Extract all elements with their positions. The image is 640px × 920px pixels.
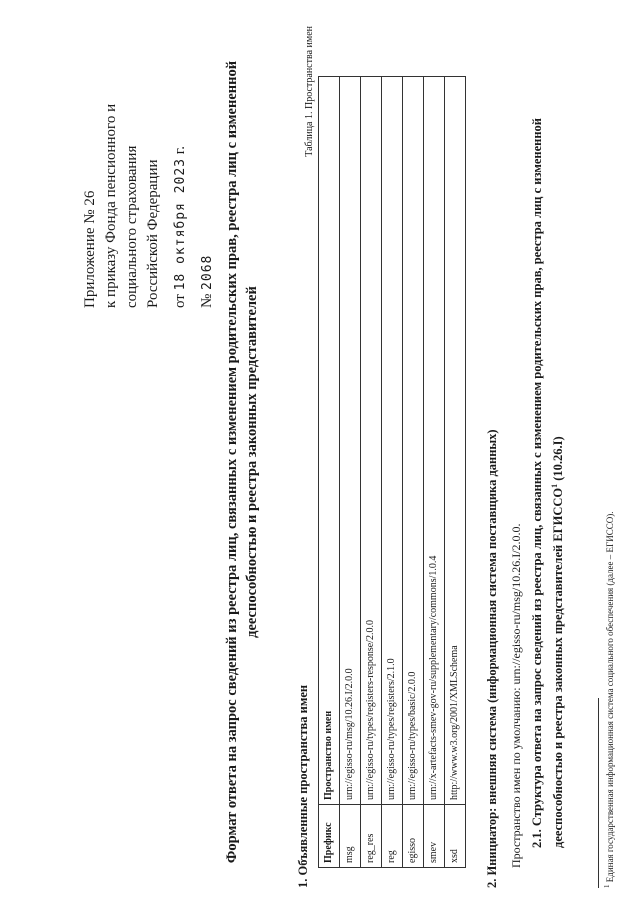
- namespace-cell: urn://egisso-ru/types/registers-response/2.0.0: [361, 77, 382, 805]
- prefix-cell: smev: [424, 805, 445, 868]
- table-row: [424, 77, 445, 868]
- section-2-1-text: 2.1. Структура ответа на запрос сведений из реестра лиц, связанных с изменением родительских прав, реестра лиц с измененной дееспособностью и реестра законных представителей ЕГИССО: [530, 118, 566, 848]
- date-value: 18 октября 2023: [173, 157, 188, 291]
- namespace-cell: urn://x-artefacts-smev-gov-ru/supplementary/commons/1.0.4: [424, 77, 445, 805]
- approval-date: [170, 8, 191, 308]
- table-row: [382, 77, 403, 868]
- prefix-cell: xsd: [445, 805, 466, 868]
- footnote-mark: 1: [603, 884, 611, 888]
- table-row: [361, 77, 382, 868]
- namespaces-table: [318, 76, 466, 868]
- approval-number: [197, 8, 218, 308]
- table-row: [403, 77, 424, 868]
- document-title: Формат ответа на запрос сведений из реестра лиц, связанных с изменением родительских прав, реестра лиц с измененной дееспособностью и реестра законных представителей: [224, 60, 260, 864]
- footnote-divider: [598, 698, 599, 888]
- number-value: 2068: [200, 254, 215, 290]
- approval-line-1: Приложение № 26: [82, 190, 98, 308]
- footnote: [603, 512, 615, 889]
- approval-line-3: социального страхования: [124, 145, 140, 308]
- number-prefix: №: [199, 293, 215, 308]
- table-header-row: [319, 77, 340, 868]
- namespace-cell: urn://egisso-ru/types/registers/2.1.0: [382, 77, 403, 805]
- prefix-cell: reg_res: [361, 805, 382, 868]
- prefix-cell: msg: [340, 805, 361, 868]
- table-row: [445, 77, 466, 868]
- footnote-ref: 1: [550, 483, 559, 488]
- column-header-namespace: Пространство имен: [319, 77, 340, 805]
- approval-line-4: Российской Федерации: [145, 159, 161, 308]
- table-caption: Таблица 1. Пространства имен: [304, 26, 315, 157]
- section-2-1-tail: (10.26.I): [551, 436, 566, 484]
- prefix-cell: reg: [382, 805, 403, 868]
- section-1-heading: 1. Объявленные пространства имен: [296, 684, 310, 888]
- date-prefix: от: [172, 294, 188, 308]
- table-row: [340, 77, 361, 868]
- prefix-cell: egisso: [403, 805, 424, 868]
- default-namespace-text: Пространство имен по умолчанию: urn://egisso-ru/msg/10.26.I/2.0.0.: [509, 523, 523, 868]
- namespace-cell: http://www.w3.org/2001/XMLSchema: [445, 77, 466, 805]
- namespace-cell: urn://egisso-ru/msg/10.26.I/2.0.0: [340, 77, 361, 805]
- section-2-1-heading: [528, 108, 567, 848]
- column-header-prefix: Префикс: [319, 805, 340, 868]
- namespace-cell: urn://egisso-ru/types/basic/2.0.0: [403, 77, 424, 805]
- approval-line-2: к приказу Фонда пенсионного и: [103, 103, 119, 308]
- approval-block: [80, 8, 218, 308]
- date-suffix: г.: [172, 146, 188, 155]
- section-2-heading: 2. Инициатор: внешняя система (информационная система поставщика данных): [485, 429, 499, 888]
- footnote-text: Единая государственная информационная система социального обеспечения (далее – ЕГИССО).: [605, 511, 615, 885]
